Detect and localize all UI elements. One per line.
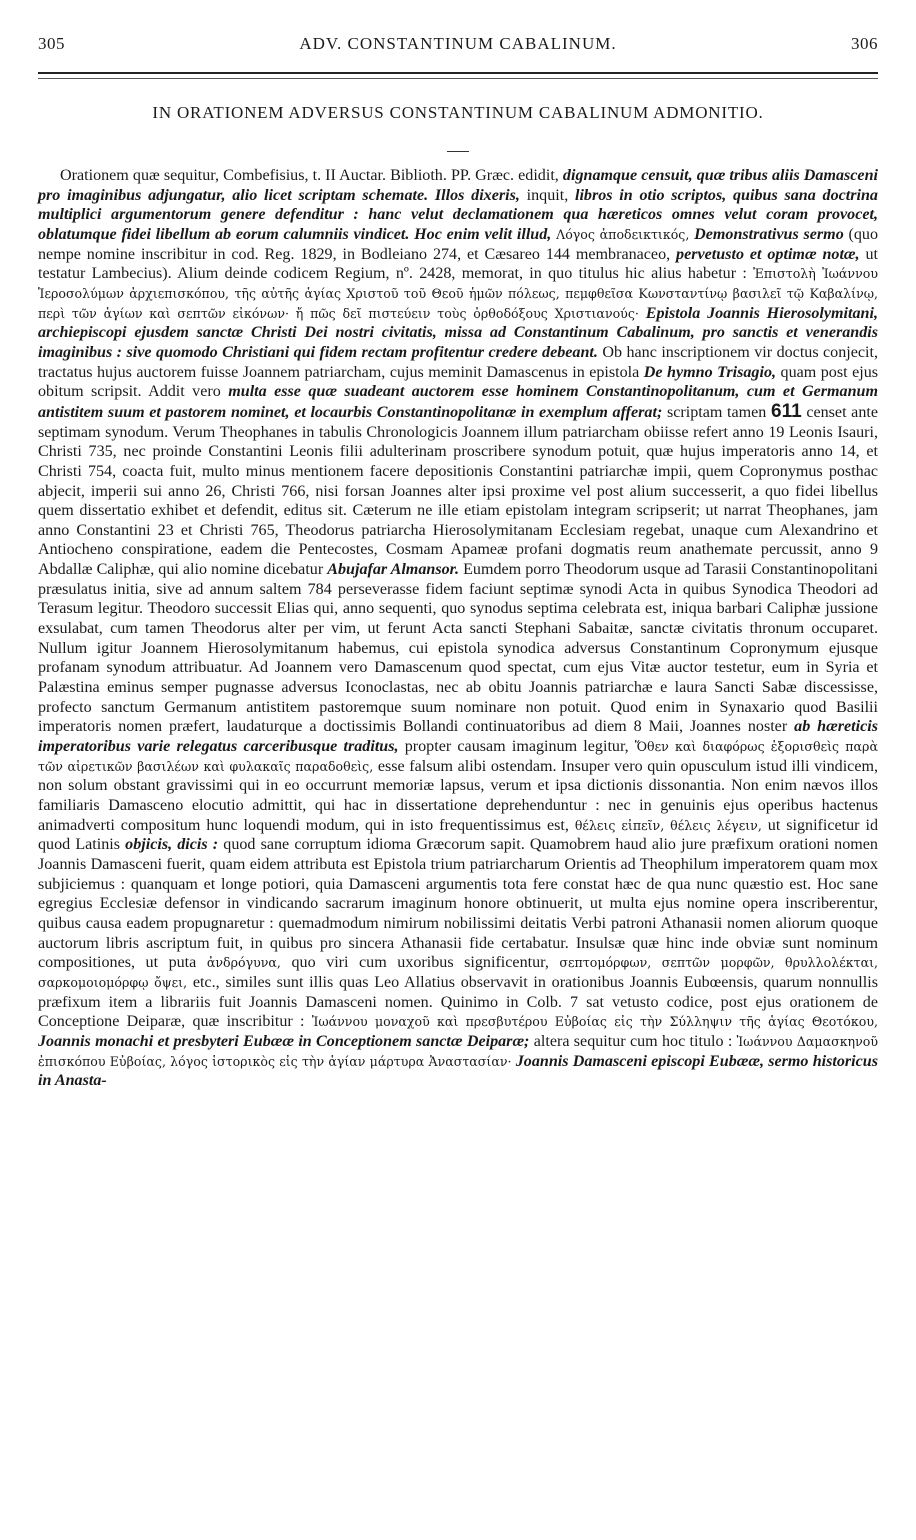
text-run: propter causam imaginum legitur, xyxy=(404,738,629,756)
text-run: quo viri cum uxoribus significentur, xyxy=(291,954,549,972)
text-run: censet ante septimam synodum. Verum Theophanes in tabulis Chronologicis Joannem illum patriarcham obiisse refert anno 19 Leonis Isauri, Christi 735, nec proinde Constantini Leonis filii adulterinam proscribere synodum potuit, quæ hujus imperatoris anno 14, et Christi 754, coacta fuit, multo minus mentionem facere depositionis Constantini patriarchæ impii, quem Copronymus posthac abjecit, imperii sui anno 26, Christi 766, nisi forsan Joannes alter ipsi proxime vel post alium successerit, a quo fidei libellus quem dissertatio exhibet et defendit, editus sit. Cæterum ne ille etiam epistolam integram scripserit; ut narrat Theophanes, jam anno Constantini 23 et Christi 765, Theodorus patriarcha Hierosolymitanam Ecclesiam regebat, unaque cum Alexandrino et Antiocheno conspiratione, eadem die Pentecostes, Cosmam Apameæ profani dogmatis reum anathemate percussit, anno 9 Abdallæ Caliphæ, qui alio nomine dicebatur xyxy=(38,403,878,579)
header-rule xyxy=(38,72,878,74)
text-run: ut testatur Lambecius). Alium deinde codicem Regium, nº. 2428, memorat, in quo titulus hic alius habetur : xyxy=(38,245,879,283)
text-run: Ob hanc inscriptionem vir doctus conjecit, tractatus hujus auctorem fuisse Joannem patriarcham, cujus meminit Damascenus in epistola xyxy=(38,343,879,381)
running-title: ADV. CONSTANTINUM CABALINUM. xyxy=(299,34,617,53)
greek-text: Ἐπιστολὴ Ἰωάννου Ἱεροσολύμων ἀρχιεπισκόπου, τῆς αὐτῆς ἁγίας Χριστοῦ τοῦ Θεοῦ ἡμῶν πόλεως, πεμφθεῖσα Κωνσταντίνῳ βασιλεῖ τῷ Καβαλίνῳ, περὶ τῶν ἁγίων καὶ σεπτῶν εἰκόνων· ἤ πῶς δεῖ πιστεύειν τοὺς ὀρθοδόξους Χριστιανούς· xyxy=(38,266,878,321)
text-run: Abujafar Almansor. xyxy=(327,561,460,579)
header-rule-secondary xyxy=(38,78,878,79)
text-run: multa esse quæ suadeant auctorem esse hominem Constantinopolitanum, cum et Germanum antistitem suum et pastorem nominet, et locaurbis Constantinopolitanæ in exemplum afferat; xyxy=(38,383,878,421)
text-run: etc., similes sunt illis quas Leo Allatius observavit in orationibus Joannis Eubœensis, quarum nonnullis præfixum item a librariis fuit Joannis Damasceni nomen. Quinimo in Colb. 7 sat vetusto codice, post ejus orationem de Conceptione Deiparæ, quæ inscribitur : xyxy=(38,973,878,1031)
text-run: quam post ejus obitum scripsit. Addit vero xyxy=(38,363,878,401)
text-run: Joannis monachi et presbyteri Eubææ in Conceptionem sanctæ Deiparæ; xyxy=(38,1032,530,1050)
text-run: Demonstrativus sermo xyxy=(694,225,844,243)
column-number-marker: 611 xyxy=(771,400,802,422)
greek-text: Λόγος ἀποδεικτικός, xyxy=(556,226,690,242)
greek-text: σεπτομόρφων, σεπτῶν μορφῶν, θρυλλολέκται, σαρκομοιομόρφῳ ὄψει, xyxy=(38,955,879,990)
greek-text: Ἰωάννου Δαμασκηνοῦ ἐπισκόπου Εὐβοίας, λόγος ἱστορικὸς εἰς τὴν ἁγίαν μάρτυρα Ἀναστασίαν· xyxy=(38,1033,878,1069)
column-number-left: 305 xyxy=(38,34,65,53)
text-run: libros in otio scriptos, quibus sana doctrina multiplici argumentorum genere defenditur : hanc velut declamationem qua hæreticos omnes velut coram provocet, oblatumque fidei libellum ab eorum calumniis vindicet. Hoc enim velit illud, xyxy=(38,186,878,243)
text-run: inquit, xyxy=(526,186,569,204)
title-divider xyxy=(447,151,469,152)
text-run: Orationem quæ sequitur, Combefisius, t. II Auctar. Biblioth. PP. Græc. edidit, xyxy=(60,167,559,184)
admonitio-text xyxy=(38,166,878,1091)
text-run: (quo nempe nomine inscribitur in cod. Reg. 1829, in Bodleiano 274, et Cæsareo 144 membranaceo, xyxy=(38,225,879,263)
text-run: pervetusto et optimæ notæ, xyxy=(676,245,860,263)
text-run: Eumdem porro Theodorum usque ad Tarasii Constantinopolitani præsulatus initia, sive ad annum saltem 784 perseverasse fidem faciunt septimæ synodi Acta in quibus Synodica Theodori ad Terasum legitur. Theodoro successit Elias qui, anno sequenti, quo synodus septima celebrata est, iniqua barbari Caliphæ jussione exsulabat, cum tamen Theodorus alter per vim, ut ferunt Acta sancti Stephani Sabaitæ, sanctæ civitatis thronum occuparet. Nullum igitur Joannem Hierosolymitanum habemus, cui epistola synodica adversus Constantinum Copronymum ejusque profanam synodum attribuatur. Ad Joannem vero Damascenum quod spectat, cum ejus Vitæ auctor testetur, eum in Syria et Palæstina eminus semper pugnasse adversus Iconoclastas, nec ab obitu Joannis patriarchæ e laura Sancti Sabæ discessisse, profecto sanctum Germanum antistitem pastoremque suum nominare non potuit. Quod enim in Synaxario quod Basilii imperatoris nomen præfert, laudaturque a doctissimis Bollandi continuatoribus ad diem 8 Maii, Joannes noster xyxy=(38,561,878,736)
text-run: Epistola Joannis Hierosolymitani, archiepiscopi ejusdem sanctæ Christi Dei nostri civitatis, missa ad Constantinum Cabalinum, pro sanctis et venerandis imaginibus : sive quomodo Christiani qui fidem rectam profitentur credere debeant. xyxy=(38,304,878,361)
text-run: objicis, dicis : xyxy=(125,836,219,854)
text-run: ut significetur id quod Latinis xyxy=(38,816,878,854)
text-run: Joannis Damasceni episcopi Eubææ, sermo historicus in Anasta- xyxy=(38,1052,878,1090)
greek-text: Ἰωάννου μοναχοῦ καὶ πρεσβυτέρου Εὐβοίας εἰς τὴν Σύλληψιν τῆς ἁγίας Θεοτόκου, xyxy=(311,1014,879,1030)
text-run: dignamque censuit, quæ tribus aliis Damasceni pro imaginibus adjungatur, alio licet scriptam schemate. Illos dixeris, xyxy=(38,167,878,204)
running-header xyxy=(38,30,878,56)
text-run: quod sane corruptum idioma Græcorum sapit. Quamobrem haud alio jure præfixum orationi nomen Joannis Damasceni fuerit, quam eidem attributa est Epistola trium patriarcharum Orientis ad Theophilum imperatorem quam mox subjiciemus : quanquam et longe potiori, quia Damasceni argumentis tota fere constat hæc de qua nunc quæstio est. Hoc sane egregius Ecclesiæ defensor in vindicando sacrarum imaginum honore obtinuerit, ut multa ejus nomine opera inscriberentur, quibus causa eadem propugnaretur : quemadmodum nimirum nobilissimi deitatis Verbi patroni Athanasii nomen aliorum quoque auctorum libris ascriptum fuit, in quibus pro sincera Athanasii fide certabatur. Insulsæ quæ hinc inde obviæ sunt nominum compositiones, ut puta xyxy=(38,836,878,972)
greek-text: ἀνδρόγυνα, xyxy=(206,955,281,971)
text-run: scriptam tamen xyxy=(666,403,767,421)
page xyxy=(38,30,878,1091)
text-run: esse falsum alibi ostendam. Insuper vero quin opusculum istud illi vindicem, non solum obstant gravissimi qui in eo occurrunt memoriæ lapsus, verum et ipsa dictionis dissonantia. Non enim nævos illos familiaris Damasceno elocutio admittit, qui hac in dissertatione deprehenduntur : nec in genuinis ejus operibus hactenus animadverti compositum hunc loquendi modum, qui in isto frequentissimus est, xyxy=(38,757,879,834)
text-run: ab hæreticis imperatoribus varie relegatus carceribusque traditus, xyxy=(38,718,878,756)
greek-text: Ὅθεν καὶ διαφόρως ἐξορισθεὶς παρὰ τῶν αἱρετικῶν βασιλέων καὶ φυλακαῖς παραδοθεὶς, xyxy=(38,739,878,774)
paragraph xyxy=(38,166,878,1091)
greek-text: θέλεις εἰπεῖν, θέλεις λέγειν, xyxy=(574,817,762,833)
section-title: IN ORATIONEM ADVERSUS CONSTANTINUM CABALINUM ADMONITIO. xyxy=(152,103,764,122)
column-number-right: 306 xyxy=(851,34,878,53)
text-run: De hymno Trisagio, xyxy=(643,363,777,381)
text-run: altera sequitur cum hoc titulo : xyxy=(533,1032,733,1050)
